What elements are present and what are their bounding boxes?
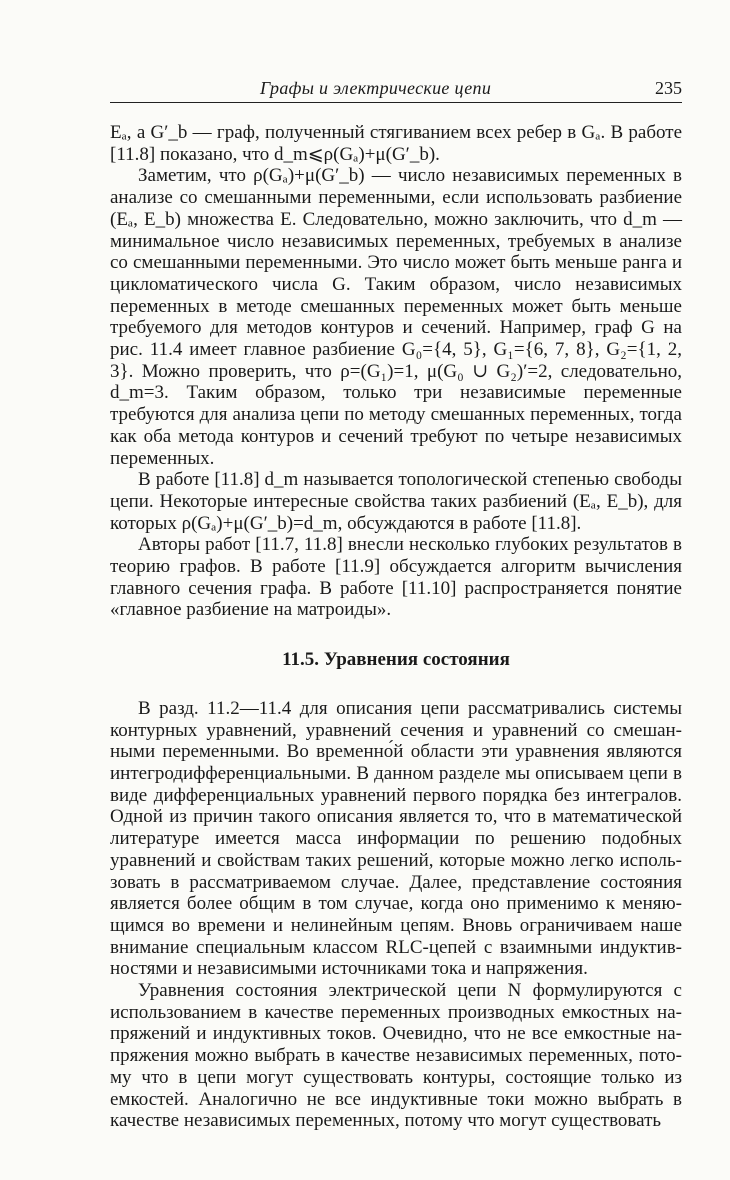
- running-title: Графы и электрические цепи: [260, 78, 492, 98]
- section-title: Уравнения состояния: [323, 649, 510, 671]
- page-header: [110, 78, 682, 103]
- section-number: 11.5.: [282, 649, 320, 671]
- paragraph-continued: Eₐ, а G′_b — граф, полученный стягиванием всех ребер в Gₐ. В работе [11.8] показано, что d_m⩽ρ(Gₐ)+μ(G′_b).: [110, 122, 682, 165]
- paragraph: Уравнения состояния электрической цепи N формулируются с использованием в качестве переменных производных емкостных напряжений и индуктивных токов. Очевидно, что не все емкостные напряжения можно выбрать в качестве независимых переменных, потому что в цепи могут существовать контуры, состоящие только из емкостей. Аналогично не все индуктивные токи можно выбрать в качестве независимых переменных, потому что могут существовать: [110, 980, 682, 1132]
- page-number: 235: [655, 78, 682, 98]
- paragraph: Авторы работ [11.7, 11.8] внесли несколько глубоких результатов в теорию графов. В работе [11.9] обсуждается алгоритм вычисления главного сечения графа. В работе [11.10] распространяется понятие «главное разбиение на матроиды».: [110, 534, 682, 621]
- page-body: [110, 122, 682, 1132]
- paragraph: Заметим, что ρ(Gₐ)+μ(G′_b) — число независимых переменных в анализе со смешанными переменными, если использовать разбиение (Eₐ, E_b) множества E. Следовательно, можно заключить, что d_m — минимальное число независимых переменных, требуемых в анализе со смешанными переменными. Это число может быть меньше ранга и цикломатического числа G. Таким образом, число независимых переменных в методе смешанных переменных может быть меньше требуемого для методов контуров и сечений. Например, граф G на рис. 11.4 имеет главное разбиение G₀={4, 5}, G₁={6, 7, 8}, G₂={1, 2, 3}. Можно проверить, что ρ=(G₁)=1, μ(G₀ ∪ G₂)′=2, следовательно, d_m=3. Таким образом, только три независимые переменные требуются для анализа цепи по методу смешанных переменных, тогда как оба метода контуров и сечений требуют по четыре независимых переменных.: [110, 165, 682, 469]
- paragraph: В разд. 11.2—11.4 для описания цепи рассматривались системы контурных уравнений, уравнений сечения и уравнений со смешанными переменными. Во временно́й области эти уравнения являются интегродифференциальными. В данном разделе мы описываем цепи в виде дифференциальных уравнений первого порядка без интегралов. Одной из причин такого описания является то, что в математической литературе имеется масса информации по решению подобных уравнений и свойствам таких решений, которые можно легко использовать в рассматриваемом случае. Далее, представление состояния является более общим в том случае, когда оно применимо к меняющимся во времени и нелинейным цепям. Вновь ограничиваем наше внимание специальным классом RLC-цепей с взаимными индуктивностями и независимыми источниками тока и напряжения.: [110, 697, 682, 980]
- paragraph: В работе [11.8] d_m называется топологической степенью свободы цепи. Некоторые интересные свойства таких разбиений (Eₐ, E_b), для которых ρ(Gₐ)+μ(G′_b)=d_m, обсуждаются в работе [11.8].: [110, 469, 682, 534]
- section-heading: [110, 649, 682, 671]
